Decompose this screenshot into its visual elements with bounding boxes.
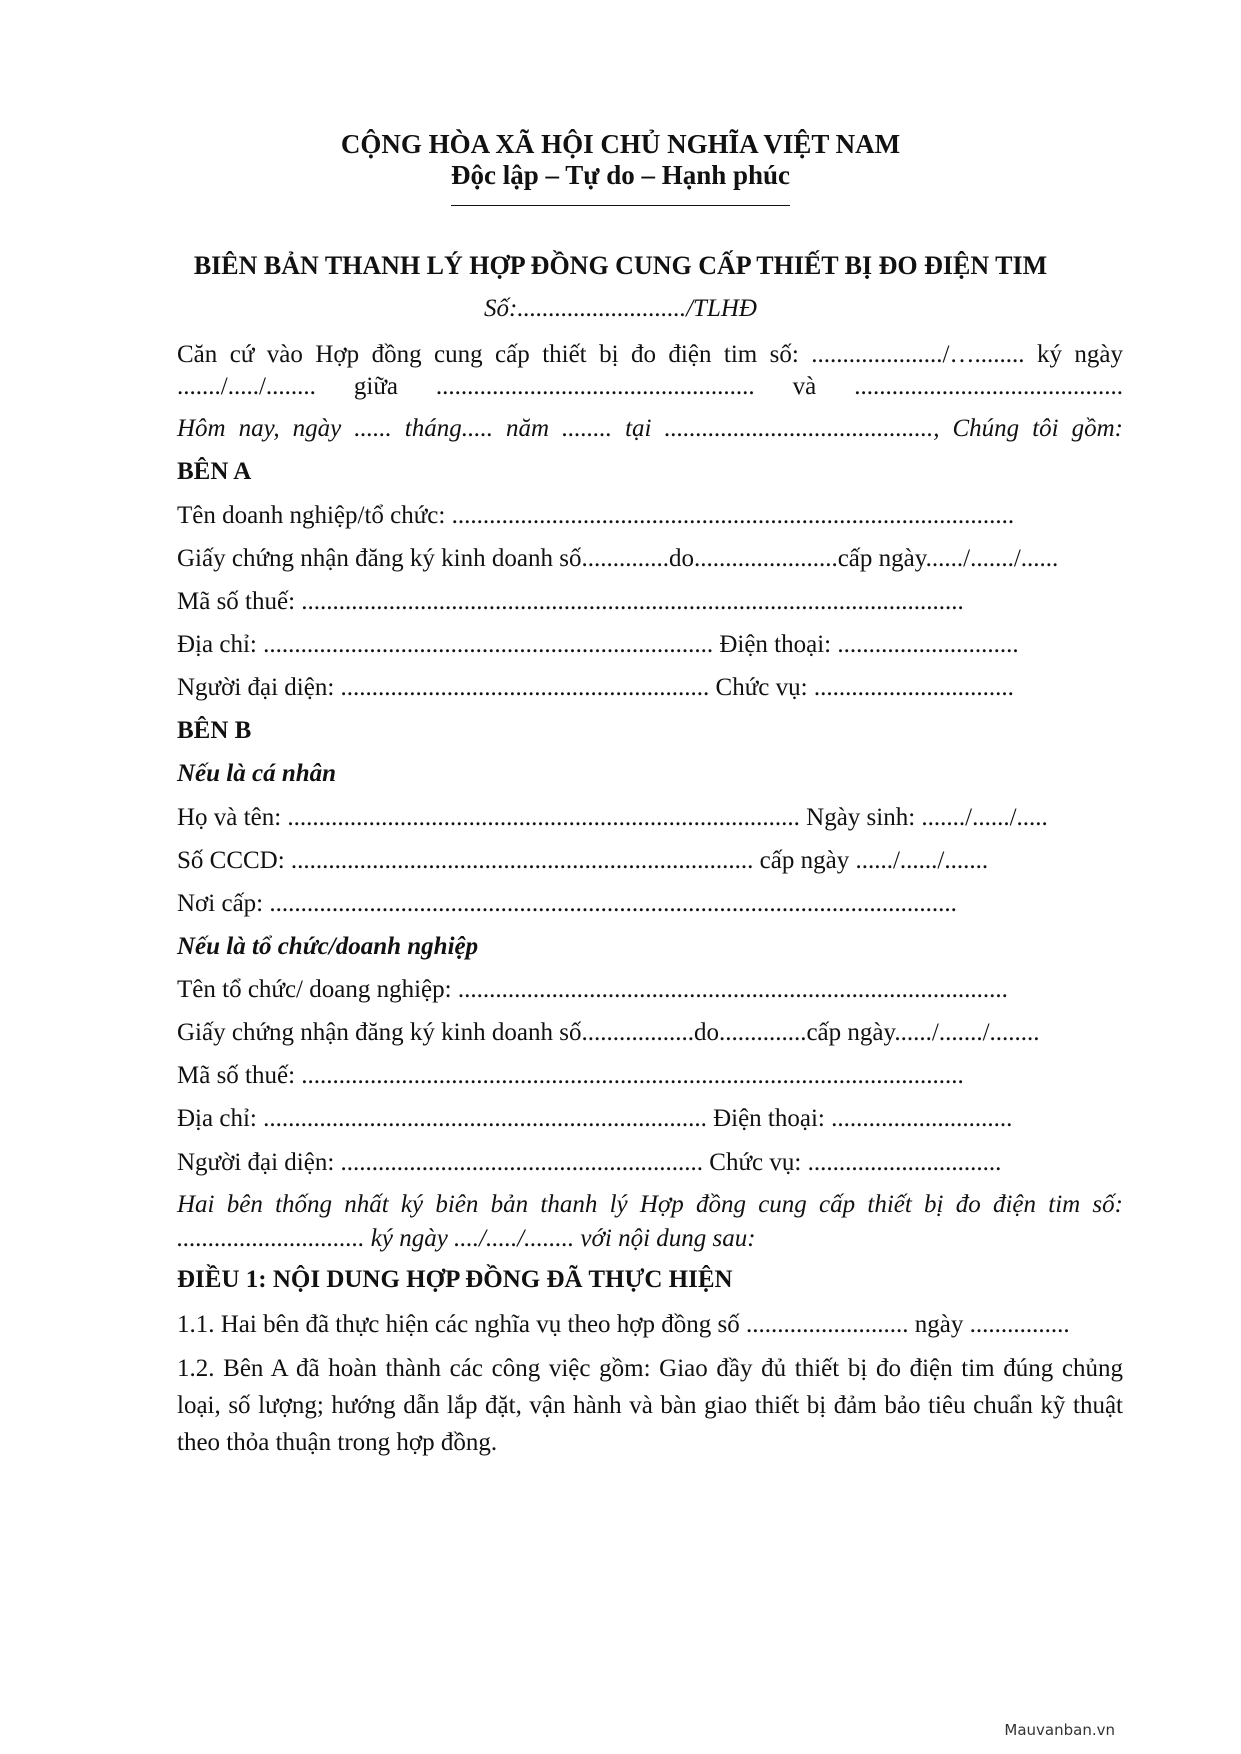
motto: Độc lập – Tự do – Hạnh phúc: [451, 160, 790, 206]
source-watermark: Mauvanban.vn: [1004, 1721, 1115, 1739]
agreement-line-2: .............................. ký ngày ..../...../........ với nội dung sau:: [177, 1225, 756, 1252]
party-b-issued-place: Nơi cấp: ..............................................................................................................: [177, 890, 957, 917]
party-b-heading: BÊN B: [177, 717, 252, 744]
party-b-individual-heading: Nếu là cá nhân: [177, 760, 337, 787]
party-a-tax: Mã số thuế: ..........................................................................................................: [177, 588, 964, 615]
party-a-license: Giấy chứng nhận đăng ký kinh doanh số..............do.......................cấp ngày....../......./......: [177, 545, 1059, 572]
party-b-tax: Mã số thuế: ..........................................................................................................: [177, 1062, 964, 1089]
party-b-license: Giấy chứng nhận đăng ký kinh doanh số..................do..............cấp ngày....../......./........: [177, 1019, 1040, 1046]
party-b-representative: Người đại diện: .......................................................... Chức vụ: ...............................: [177, 1149, 1002, 1176]
party-b-company: Tên tổ chức/ doang nghiệp: ........................................................................................: [177, 976, 1008, 1003]
article-1-item-2: 1.2. Bên A đã hoàn thành các công việc gồm: Giao đầy đủ thiết bị đo điện tim đúng chủng loại, số lượng; hướng dẫn lắp đặt, vận hành và bàn giao thiết bị đảm bảo tiêu chuẩn kỹ thuật theo thỏa thuận trong hợp đồng.: [177, 1355, 1123, 1456]
party-a-address: Địa chỉ: ........................................................................ Điện thoại: .............................: [177, 631, 1019, 658]
article-1-heading: ĐIỀU 1: NỘI DUNG HỢP ĐỒNG ĐÃ THỰC HIỆN: [177, 1266, 733, 1293]
meeting-date-line: Hôm nay, ngày ...... tháng..... năm ........ tại ..........................................., Chúng tôi gồm:: [177, 415, 1123, 442]
party-a-representative: Người đại diện: ........................................................... Chức vụ: ................................: [177, 674, 1014, 701]
article-1-item-1: 1.1. Hai bên đã thực hiện các nghĩa vụ theo hợp đồng số .......................... ngày ................: [177, 1311, 1070, 1338]
party-a-heading: BÊN A: [177, 458, 252, 485]
document-number: Số:.........................../TLHĐ: [484, 295, 757, 322]
party-b-address: Địa chỉ: ....................................................................... Điện thoại: .............................: [177, 1105, 1013, 1132]
nation-header: CỘNG HÒA XÃ HỘI CHỦ NGHĨA VIỆT NAM: [340, 129, 901, 159]
party-b-id: Số CCCD: .......................................................................... cấp ngày ....../....../.......: [177, 847, 989, 874]
document-title: BIÊN BẢN THANH LÝ HỢP ĐỒNG CUNG CẤP THIẾT BỊ ĐO ĐIỆN TIM: [193, 251, 1048, 280]
basis-line-1: Căn cứ vào Hợp đồng cung cấp thiết bị đo điện tim số: ...................../…........ ký ngày: [177, 341, 1123, 368]
party-b-org-heading: Nếu là tổ chức/doanh nghiệp: [177, 933, 479, 960]
party-a-company: Tên doanh nghiệp/tổ chức: ..........................................................................................: [177, 502, 1015, 529]
basis-line-2: ......./...../........ giữa ................................................... và ...........................................: [177, 373, 1123, 400]
agreement-line-1: Hai bên thống nhất ký biên bản thanh lý Hợp đồng cung cấp thiết bị đo điện tim số:: [177, 1191, 1123, 1218]
party-b-name: Họ và tên: .................................................................................. Ngày sinh: ......./....../.....: [177, 804, 1048, 831]
